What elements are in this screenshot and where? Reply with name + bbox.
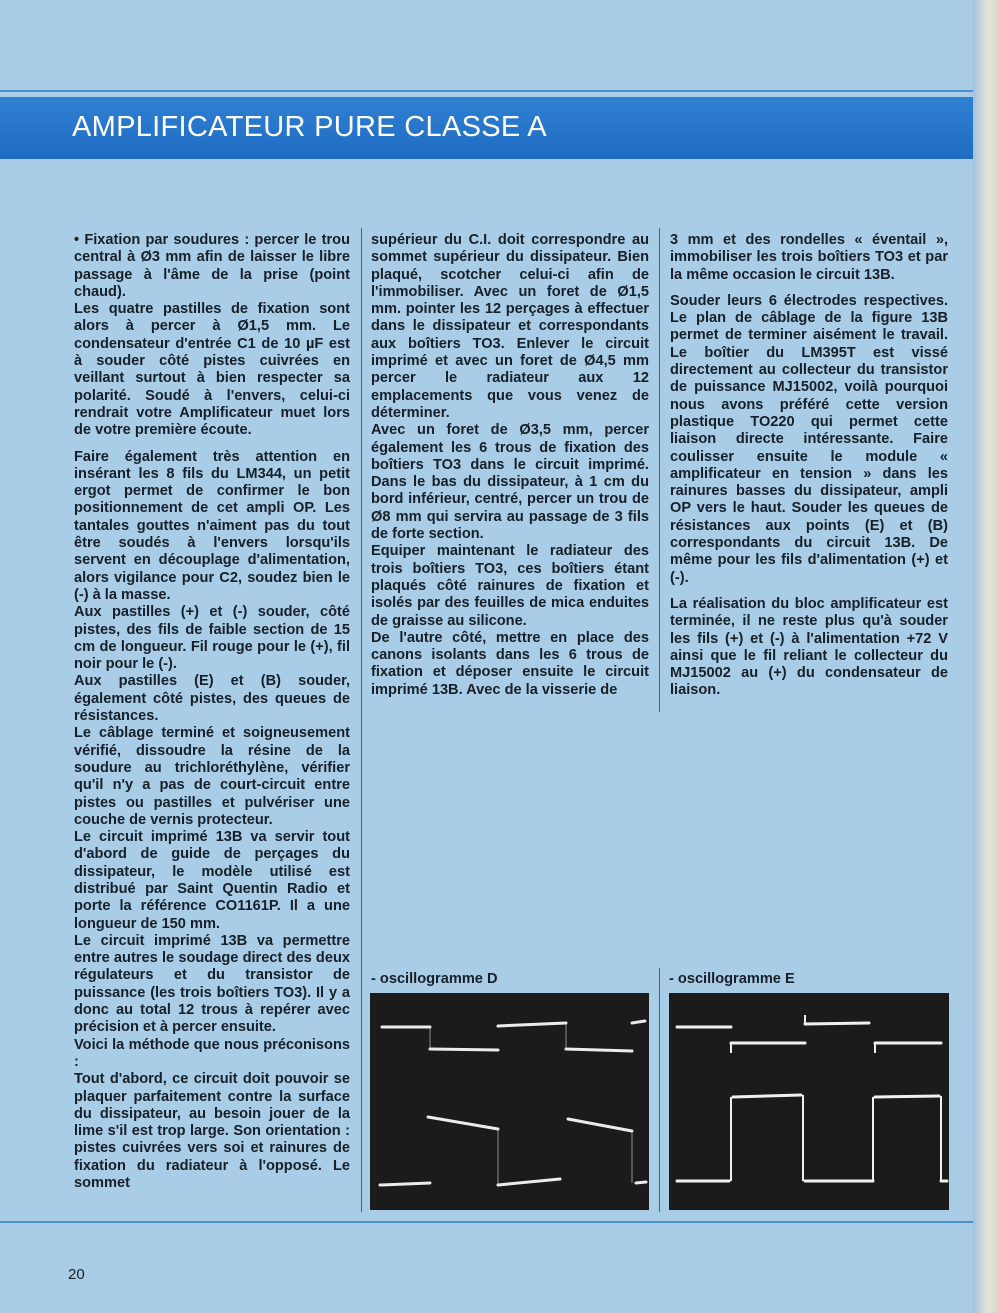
oscillogram-e-label: - oscillogramme E: [669, 971, 795, 987]
bottom-rule: [0, 1221, 973, 1223]
text-column-2: [371, 232, 649, 699]
top-rule: [0, 90, 973, 92]
paragraph: Le circuit imprimé 13B va servir tout d'abord de guide de perçages du dissipateur, le modèle utilisé est distribué par Saint Quentin Radio et porte la référence CO1161P. Il a une longueur de 150 mm.: [74, 829, 350, 932]
paragraph: Le câblage terminé et soigneusement vérifié, dissoudre la résine de la soudure au trichloréthylène, vérifier qu'il n'y a pas de court-circuit entre pistes ou pastilles et pulvériser une couche de vernis protecteur.: [74, 725, 350, 828]
page-title: AMPLIFICATEUR PURE CLASSE A: [72, 111, 547, 143]
paragraph: Avec un foret de Ø3,5 mm, percer également les 6 trous de fixation des boîtiers TO3 dans le circuit imprimé. Dans le bas du dissipateur, à 1 cm du bord inférieur, centré, percer un trou de Ø8 mm qui servira au passage de 3 fils de forte section.: [371, 422, 649, 543]
paragraph: De l'autre côté, mettre en place des canons isolants dans les 6 trous de fixation et déposer ensuite le circuit imprimé 13B. Avec de la visserie de: [371, 629, 649, 698]
paragraph: Le circuit imprimé 13B va permettre entre autres le soudage direct des deux régulateurs et du transistor de puissance (les trois boîtiers TO3). Il y a donc au total 12 trous à repérer avec précision et à percer ensuite.: [74, 932, 350, 1036]
paragraph: 3 mm et des rondelles « éventail », immobiliser les trois boîtiers TO3 et par la même occasion le circuit 13B.: [670, 232, 948, 283]
page-edge: [973, 0, 999, 1313]
paragraph: Les quatre pastilles de fixation sont alors à percer à Ø1,5 mm. Le condensateur d'entrée C1 de 10 µF est à souder côté pistes cuivrées en veillant surtout à bien respecter sa polarité. Soudé à l'envers, celui-ci rendrait votre Amplificateur muet lors de votre première écoute.: [74, 301, 350, 439]
column-divider: [361, 228, 362, 1212]
oscillogram-e-trace: [669, 993, 949, 1210]
text-column-1: [74, 232, 350, 1192]
paragraph: • Fixation par soudures : percer le trou central à Ø3 mm afin de laisser le libre passage à l'âme de la prise (point chaud).: [74, 232, 350, 300]
paragraph: Aux pastilles (+) et (-) souder, côté pistes, des fils de faible section de 15 cm de longueur. Fil rouge pour le (+), fil noir pour le (-).: [74, 604, 350, 673]
oscillogram-d-label: - oscillogramme D: [371, 971, 498, 987]
paragraph: La réalisation du bloc amplificateur est terminée, il ne reste plus qu'à souder les fils (+) et (-) à l'alimentation +72 V ainsi que le fil reliant le collecteur du MJ15002 au (+) du condensateur de liaison.: [670, 595, 948, 699]
page-number: 20: [68, 1266, 85, 1283]
title-banner: [0, 97, 973, 159]
paragraph: Aux pastilles (E) et (B) souder, également côté pistes, des queues de résistances.: [74, 673, 350, 725]
paragraph: Faire également très attention en insérant les 8 fils du LM344, un petit ergot permet de confirmer le bon positionnement de cet ampli OP. Les tantales gouttes n'aiment pas du tout être soudés à l'envers lorsqu'ils servent en découplage d'alimentation, alors vigilance pour C2, soudez bien le (-) à la masse.: [74, 448, 350, 603]
oscillogram-d-trace: [370, 993, 649, 1210]
column-divider: [659, 228, 660, 712]
paragraph: Souder leurs 6 électrodes respectives. Le plan de câblage de la figure 13B permet de terminer aisément le travail. Le boîtier du LM395T est vissé directement au collecteur du transistor de puissance MJ15002, voilà pourquoi nous avons préféré cette version plastique TO220 qui permet cette liaison directe intéressante. Faire coulisser ensuite le module « amplificateur en tension » dans les rainures basses du dissipateur, ampli OP vers le haut. Souder les queues de résistances aux points (E) et (B) correspondants du circuit 13B. De même pour les fils d'alimentation (+) et (-).: [670, 292, 948, 586]
paragraph: supérieur du C.I. doit correspondre au sommet supérieur du dissipateur. Bien plaqué, scotcher celui-ci afin de l'immobiliser. Avec un foret de Ø1,5 mm. pointer les 12 perçages à effectuer dans le dissipateur et correspondants aux boîtiers TO3. Enlever le circuit imprimé et avec un foret de Ø4,5 mm percer le radiateur aux 12 emplacements que vous venez de déterminer.: [371, 232, 649, 421]
column-divider: [659, 968, 660, 1212]
oscillogram-d: [370, 993, 649, 1210]
paragraph: Equiper maintenant le radiateur des trois boîtiers TO3, ces boîtiers étant plaqués côté rainures de fixation et isolés par des feuilles de mica enduites de graisse au silicone.: [371, 543, 649, 629]
paragraph: Tout d'abord, ce circuit doit pouvoir se plaquer parfaitement contre la surface du dissipateur, au besoin jouer de la lime s'il est trop large. Son orientation : pistes cuivrées vers soi et rainures de fixation du radiateur à l'opposé. Le sommet: [74, 1071, 350, 1192]
paragraph: Voici la méthode que nous préconisons :: [74, 1036, 350, 1070]
text-column-3: [670, 232, 948, 700]
oscillogram-e: [669, 993, 949, 1210]
